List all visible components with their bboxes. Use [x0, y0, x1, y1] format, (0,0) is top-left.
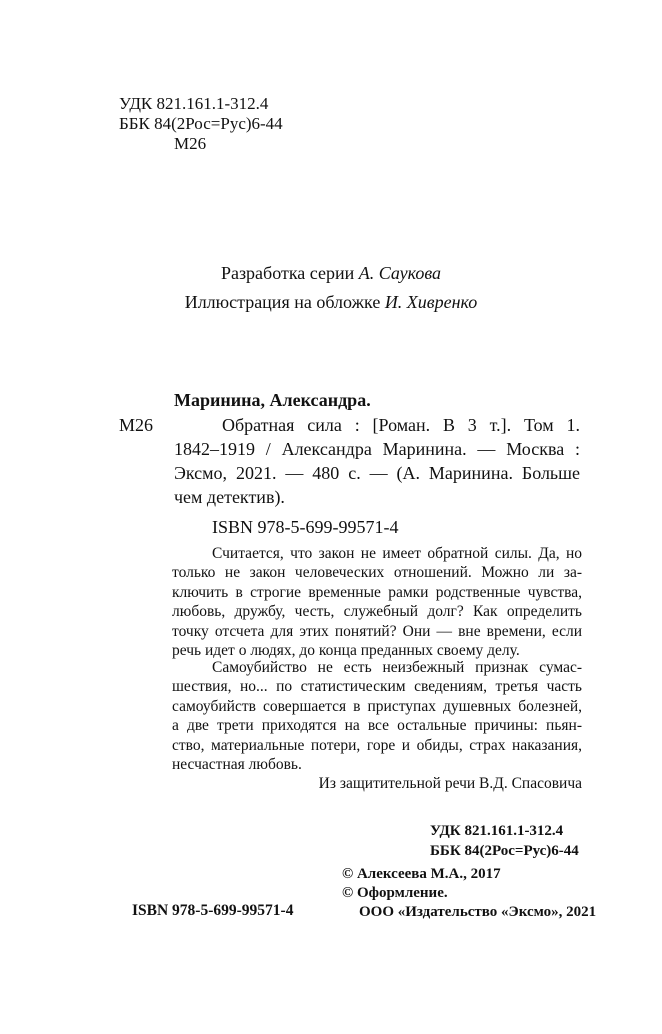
cover-credit — [0, 290, 662, 314]
annotation-line: речь идет о людях, до конца преданных своему делу. — [172, 642, 520, 660]
annotation-line: любовь, дружбу, честь, служебный долг? Как определить — [172, 603, 582, 621]
annotation-line: Считается, что закон не имеет обратной силы. Да, но — [212, 545, 582, 562]
record-isbn: ISBN 978-5-699-99571-4 — [212, 517, 399, 537]
record-body — [174, 413, 580, 509]
udk-code: УДК 821.161.1-312.4 — [119, 94, 269, 113]
series-credit-label: Разработка серии — [220, 263, 355, 283]
annotation-line: несчастная любовь. — [172, 756, 302, 774]
cover-credit-label: Иллюстрация на обложке — [184, 292, 381, 312]
annotation-paragraph-1 — [172, 544, 582, 660]
record-mark: М26 — [119, 415, 154, 435]
footer-udk: УДК 821.161.1-312.4 — [430, 823, 564, 839]
annotation-line: самоубийств совершается в приступах душевных болезней, — [172, 697, 582, 715]
annotation-line: только не закон человеческих отношений. Можно ли за- — [172, 564, 582, 582]
series-credit-name: А. Саукова — [358, 263, 442, 283]
author-mark: М26 — [174, 134, 207, 153]
footer-isbn: ISBN 978-5-699-99571-4 — [132, 902, 294, 919]
copyright-design: © Оформление. — [342, 885, 448, 901]
record-line: 1842–1919 / Александра Маринина. — Москва : — [174, 439, 580, 459]
bbk-code: ББК 84(2Рос=Рус)6-44 — [119, 114, 283, 133]
series-credit — [0, 261, 662, 285]
annotation-line: шествия, но... по статистическим сведениям, третья часть — [172, 678, 582, 696]
cover-credit-name: И. Хивренко — [384, 292, 478, 312]
record-author: Маринина, Александра. — [174, 390, 371, 410]
footer-bbk: ББК 84(2Рос=Рус)6-44 — [430, 843, 579, 859]
record-line: чем детектив). — [174, 487, 285, 507]
annotation-line: ключить в строгие временные рамки родственные чувства, — [172, 583, 582, 601]
copyright-publisher: ООО «Издательство «Эксмо», 2021 — [359, 904, 597, 920]
annotation-source: Из защитительной речи В.Д. Спасовича — [318, 775, 582, 792]
record-line: Эксмо, 2021. — 480 с. — (А. Маринина. Больше — [174, 463, 580, 483]
annotation-line: точку отсчета для этих понятий? Они — вне времени, если — [172, 622, 582, 640]
copyright-author: © Алексеева М.А., 2017 — [342, 866, 501, 882]
record-line: Обратная сила : [Роман. В 3 т.]. Том 1. — [222, 415, 580, 435]
annotation-line: Самоубийство не есть неизбежный признак сумас- — [212, 659, 582, 676]
annotation-paragraph-2 — [172, 658, 582, 774]
annotation-line: а две трети приходятся на все остальные причины: пьян- — [172, 717, 582, 735]
annotation-line: ство, материальные потери, горе и обиды, страх наказания, — [172, 736, 582, 754]
